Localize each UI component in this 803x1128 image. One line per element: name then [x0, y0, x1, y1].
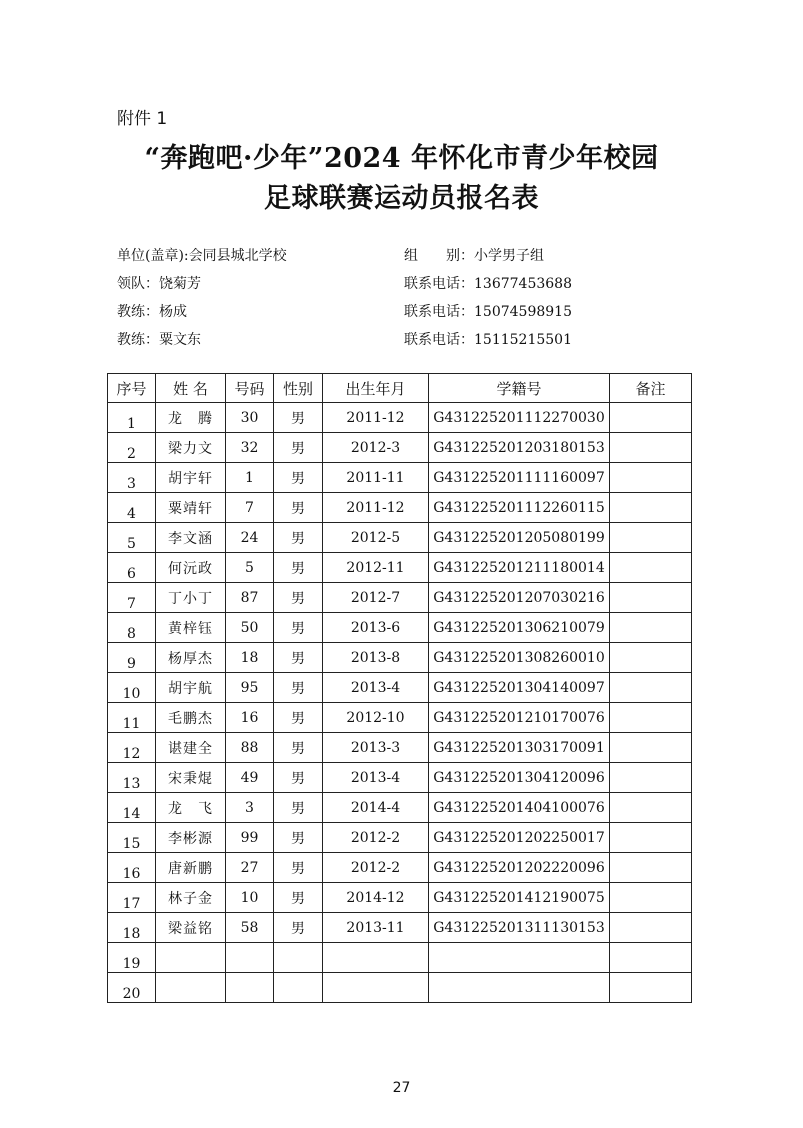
student-id-cell: G431225201404100076	[429, 793, 610, 823]
jersey-number-cell: 95	[226, 673, 274, 703]
jersey-number-cell	[226, 973, 274, 1003]
student-id-cell: G431225201111160097	[429, 463, 610, 493]
table-row	[108, 433, 692, 463]
jersey-number-cell: 7	[226, 493, 274, 523]
gender-cell	[274, 973, 323, 1003]
birth-date-cell: 2011-12	[323, 493, 429, 523]
note-cell	[610, 523, 692, 553]
note-cell	[610, 913, 692, 943]
student-id-cell: G431225201202250017	[429, 823, 610, 853]
row-no-cell: 4	[108, 493, 156, 523]
roster-table	[107, 373, 692, 1003]
coach2-phone-field: 联系电话：15115215501	[404, 332, 572, 348]
table-row	[108, 913, 692, 943]
note-cell	[610, 553, 692, 583]
gender-cell: 男	[274, 523, 323, 553]
gender-cell: 男	[274, 913, 323, 943]
birth-date-cell: 2013-3	[323, 733, 429, 763]
gender-cell: 男	[274, 673, 323, 703]
student-id-cell	[429, 943, 610, 973]
jersey-number-cell: 1	[226, 463, 274, 493]
jersey-number-cell: 5	[226, 553, 274, 583]
row-no-cell: 8	[108, 613, 156, 643]
note-cell	[610, 973, 692, 1003]
gender-cell: 男	[274, 823, 323, 853]
header-note: 备注	[610, 374, 692, 403]
row-no-cell: 13	[108, 763, 156, 793]
gender-cell: 男	[274, 493, 323, 523]
player-name-cell	[156, 973, 226, 1003]
note-cell	[610, 493, 692, 523]
form-title-line-1: “奔跑吧·少年”2024 年怀化市青少年校园	[144, 143, 659, 174]
student-id-cell: G431225201210170076	[429, 703, 610, 733]
jersey-number-cell: 50	[226, 613, 274, 643]
jersey-number-cell: 3	[226, 793, 274, 823]
player-name-cell: 龙 飞	[156, 793, 226, 823]
row-no-cell: 2	[108, 433, 156, 463]
birth-date-cell: 2011-11	[323, 463, 429, 493]
row-no-cell: 9	[108, 643, 156, 673]
info-right-column	[404, 242, 572, 354]
player-name-cell: 毛鹏杰	[156, 703, 226, 733]
note-cell	[610, 853, 692, 883]
row-no-cell: 14	[108, 793, 156, 823]
jersey-number-cell: 88	[226, 733, 274, 763]
birth-date-cell	[323, 973, 429, 1003]
note-cell	[610, 823, 692, 853]
student-id-cell: G431225201203180153	[429, 433, 610, 463]
player-name-cell: 李文涵	[156, 523, 226, 553]
gender-cell: 男	[274, 583, 323, 613]
player-name-cell: 杨厚杰	[156, 643, 226, 673]
table-header-row	[108, 374, 692, 403]
table-row	[108, 403, 692, 433]
row-no-cell: 11	[108, 703, 156, 733]
jersey-number-cell: 99	[226, 823, 274, 853]
jersey-number-cell: 27	[226, 853, 274, 883]
row-no-cell: 10	[108, 673, 156, 703]
player-name-cell: 梁益铭	[156, 913, 226, 943]
note-cell	[610, 433, 692, 463]
student-id-cell: G431225201112260115	[429, 493, 610, 523]
jersey-number-cell: 49	[226, 763, 274, 793]
row-no-cell: 6	[108, 553, 156, 583]
gender-cell: 男	[274, 643, 323, 673]
gender-cell	[274, 943, 323, 973]
player-name-cell: 李彬源	[156, 823, 226, 853]
note-cell	[610, 643, 692, 673]
jersey-number-cell: 18	[226, 643, 274, 673]
attachment-label: 附件 1	[117, 109, 168, 129]
group-field: 组 别：小学男子组	[404, 248, 544, 264]
header-number: 号码	[226, 374, 274, 403]
form-title-line-2: 足球联赛运动员报名表	[264, 183, 539, 214]
gender-cell: 男	[274, 733, 323, 763]
table-row	[108, 673, 692, 703]
table-row	[108, 733, 692, 763]
birth-date-cell	[323, 943, 429, 973]
birth-date-cell: 2012-3	[323, 433, 429, 463]
student-id-cell	[429, 973, 610, 1003]
gender-cell: 男	[274, 793, 323, 823]
birth-date-cell: 2013-4	[323, 763, 429, 793]
row-no-cell: 15	[108, 823, 156, 853]
jersey-number-cell: 87	[226, 583, 274, 613]
coach1-phone-field: 联系电话：15074598915	[404, 304, 572, 320]
player-name-cell: 谌建全	[156, 733, 226, 763]
jersey-number-cell: 30	[226, 403, 274, 433]
note-cell	[610, 583, 692, 613]
leader-field: 领队：饶菊芳	[117, 276, 201, 292]
birth-date-cell: 2013-4	[323, 673, 429, 703]
header-name: 姓 名	[156, 374, 226, 403]
header-gender: 性别	[274, 374, 323, 403]
birth-date-cell: 2012-10	[323, 703, 429, 733]
table-row	[108, 493, 692, 523]
page-number: 27	[392, 1080, 411, 1096]
birth-date-cell: 2013-8	[323, 643, 429, 673]
row-no-cell: 1	[108, 403, 156, 433]
gender-cell: 男	[274, 703, 323, 733]
table-row	[108, 883, 692, 913]
header-birth: 出生年月	[323, 374, 429, 403]
row-no-cell: 17	[108, 883, 156, 913]
row-no-cell: 18	[108, 913, 156, 943]
player-name-cell: 唐新鹏	[156, 853, 226, 883]
row-no-cell: 5	[108, 523, 156, 553]
player-name-cell: 龙 腾	[156, 403, 226, 433]
coach2-field: 教练：粟文东	[117, 332, 201, 348]
birth-date-cell: 2013-6	[323, 613, 429, 643]
row-no-cell: 12	[108, 733, 156, 763]
leader-phone-field: 联系电话：13677453688	[404, 276, 572, 292]
table-row	[108, 523, 692, 553]
table-row	[108, 703, 692, 733]
birth-date-cell: 2012-2	[323, 823, 429, 853]
student-id-cell: G431225201412190075	[429, 883, 610, 913]
birth-date-cell: 2012-7	[323, 583, 429, 613]
player-name-cell: 林子金	[156, 883, 226, 913]
birth-date-cell: 2012-11	[323, 553, 429, 583]
player-name-cell: 梁力文	[156, 433, 226, 463]
note-cell	[610, 943, 692, 973]
row-no-cell: 20	[108, 973, 156, 1003]
table-row	[108, 973, 692, 1003]
player-name-cell	[156, 943, 226, 973]
note-cell	[610, 463, 692, 493]
student-id-cell: G431225201303170091	[429, 733, 610, 763]
row-no-cell: 7	[108, 583, 156, 613]
row-no-cell: 19	[108, 943, 156, 973]
info-left-column	[117, 242, 287, 354]
jersey-number-cell	[226, 943, 274, 973]
table-row	[108, 613, 692, 643]
student-id-cell: G431225201311130153	[429, 913, 610, 943]
student-id-cell: G431225201306210079	[429, 613, 610, 643]
student-id-cell: G431225201304140097	[429, 673, 610, 703]
note-cell	[610, 883, 692, 913]
gender-cell: 男	[274, 403, 323, 433]
table-row	[108, 853, 692, 883]
note-cell	[610, 613, 692, 643]
gender-cell: 男	[274, 433, 323, 463]
birth-date-cell: 2014-4	[323, 793, 429, 823]
jersey-number-cell: 58	[226, 913, 274, 943]
table-row	[108, 553, 692, 583]
student-id-cell: G431225201202220096	[429, 853, 610, 883]
header-no: 序号	[108, 374, 156, 403]
jersey-number-cell: 16	[226, 703, 274, 733]
student-id-cell: G431225201308260010	[429, 643, 610, 673]
coach1-field: 教练：杨成	[117, 304, 187, 320]
row-no-cell: 3	[108, 463, 156, 493]
birth-date-cell: 2011-12	[323, 403, 429, 433]
birth-date-cell: 2012-2	[323, 853, 429, 883]
player-name-cell: 丁小丁	[156, 583, 226, 613]
row-no-cell: 16	[108, 853, 156, 883]
player-name-cell: 胡宇轩	[156, 463, 226, 493]
birth-date-cell: 2014-12	[323, 883, 429, 913]
student-id-cell: G431225201112270030	[429, 403, 610, 433]
note-cell	[610, 703, 692, 733]
player-name-cell: 宋秉焜	[156, 763, 226, 793]
unit-field: 单位(盖章):会同县城北学校	[117, 248, 287, 264]
note-cell	[610, 793, 692, 823]
student-id-cell: G431225201211180014	[429, 553, 610, 583]
gender-cell: 男	[274, 553, 323, 583]
gender-cell: 男	[274, 883, 323, 913]
student-id-cell: G431225201205080199	[429, 523, 610, 553]
jersey-number-cell: 10	[226, 883, 274, 913]
note-cell	[610, 403, 692, 433]
student-id-cell: G431225201304120096	[429, 763, 610, 793]
birth-date-cell: 2012-5	[323, 523, 429, 553]
jersey-number-cell: 24	[226, 523, 274, 553]
table-row	[108, 763, 692, 793]
note-cell	[610, 763, 692, 793]
birth-date-cell: 2013-11	[323, 913, 429, 943]
note-cell	[610, 733, 692, 763]
gender-cell: 男	[274, 853, 323, 883]
gender-cell: 男	[274, 613, 323, 643]
player-name-cell: 胡宇航	[156, 673, 226, 703]
player-name-cell: 粟靖轩	[156, 493, 226, 523]
jersey-number-cell: 32	[226, 433, 274, 463]
table-row	[108, 943, 692, 973]
gender-cell: 男	[274, 463, 323, 493]
player-name-cell: 何沅政	[156, 553, 226, 583]
note-cell	[610, 673, 692, 703]
player-name-cell: 黄梓钰	[156, 613, 226, 643]
table-row	[108, 793, 692, 823]
gender-cell: 男	[274, 763, 323, 793]
table-row	[108, 823, 692, 853]
student-id-cell: G431225201207030216	[429, 583, 610, 613]
header-student-id: 学籍号	[429, 374, 610, 403]
table-row	[108, 643, 692, 673]
table-row	[108, 463, 692, 493]
table-row	[108, 583, 692, 613]
